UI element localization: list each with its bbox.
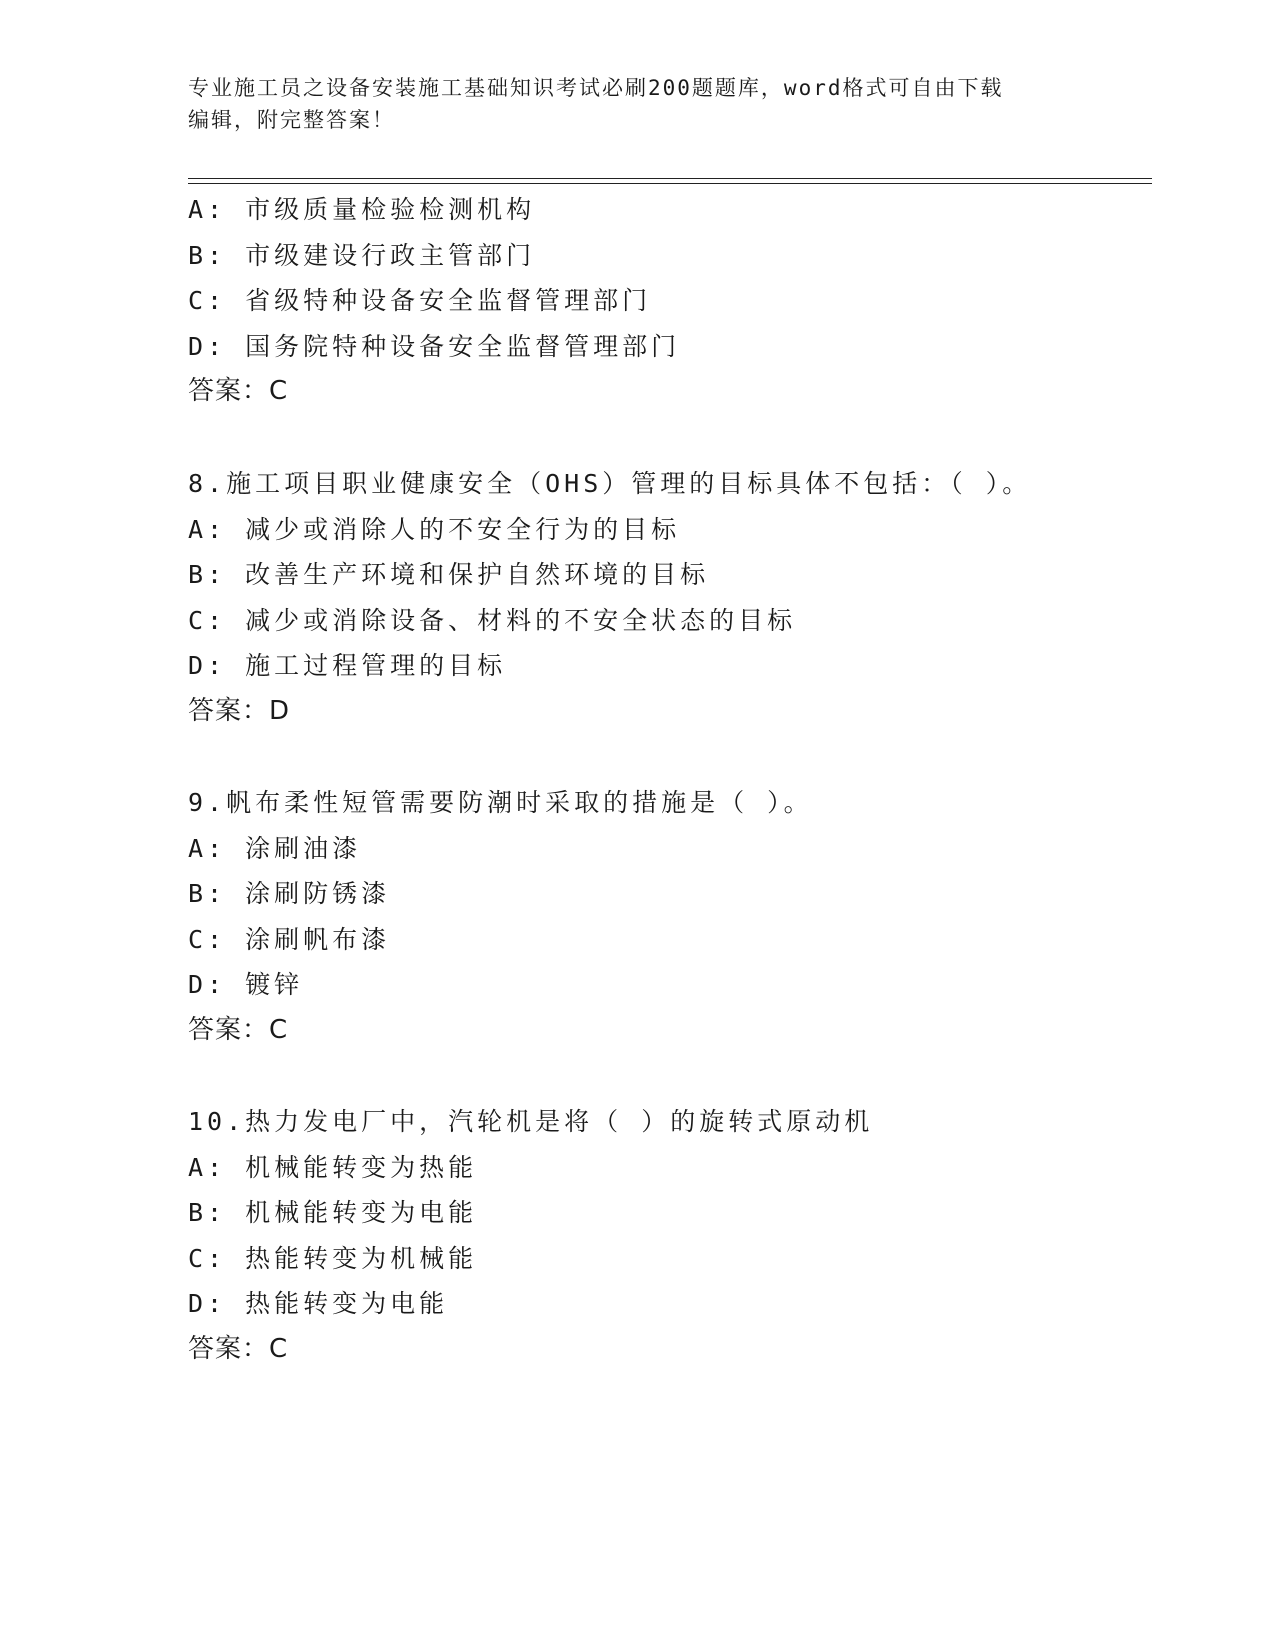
option-b: B: 改善生产环境和保护自然环境的目标: [188, 560, 710, 590]
option-d: D: 热能转变为电能: [188, 1289, 449, 1319]
question-stem: 10.热力发电厂中，汽轮机是将（ ）的旋转式原动机: [188, 1107, 874, 1136]
option-a: A: 市级质量检验检测机构: [188, 195, 536, 224]
question-stem: 8.施工项目职业健康安全（OHS）管理的目标具体不包括：（ ）。: [188, 469, 1032, 498]
question-block: [188, 187, 1148, 415]
question-stem: 9.帆布柔性短管需要防潮时采取的措施是（ ）。: [188, 788, 813, 817]
answer-line: 答案：C: [188, 1014, 289, 1045]
header-divider-top: [188, 178, 1152, 179]
answer-line: 答案：C: [188, 1333, 289, 1364]
option-a: A: 机械能转变为热能: [188, 1152, 478, 1182]
header-title-line-2: 编辑，附完整答案！: [188, 108, 395, 132]
question-block: [188, 780, 1148, 1054]
option-c: C: 省级特种设备安全监督管理部门: [188, 286, 652, 316]
answer-line: 答案：C: [188, 376, 289, 407]
option-b: B: 机械能转变为电能: [188, 1198, 478, 1228]
header-title-line-1: 专业施工员之设备安装施工基础知识考试必刷200题题库，word格式可自由下载: [188, 76, 1004, 100]
option-c: C: 减少或消除设备、材料的不安全状态的目标: [188, 605, 797, 635]
option-b: B: 涂刷防锈漆: [188, 879, 391, 909]
question-block: [188, 461, 1148, 735]
question-block: [188, 1099, 1148, 1373]
option-d: D: 施工过程管理的目标: [188, 651, 507, 681]
option-c: C: 涂刷帆布漆: [188, 924, 391, 954]
option-d: D: 镀锌: [188, 970, 304, 1000]
option-d: D: 国务院特种设备安全监督管理部门: [188, 331, 681, 361]
option-a: A: 涂刷油漆: [188, 833, 362, 863]
option-c: C: 热能转变为机械能: [188, 1243, 478, 1273]
header-divider-bottom: [188, 183, 1152, 184]
option-b: B: 市级建设行政主管部门: [188, 240, 536, 270]
document-header: [188, 72, 1068, 136]
option-a: A: 减少或消除人的不安全行为的目标: [188, 514, 681, 544]
answer-line: 答案：D: [188, 695, 291, 726]
